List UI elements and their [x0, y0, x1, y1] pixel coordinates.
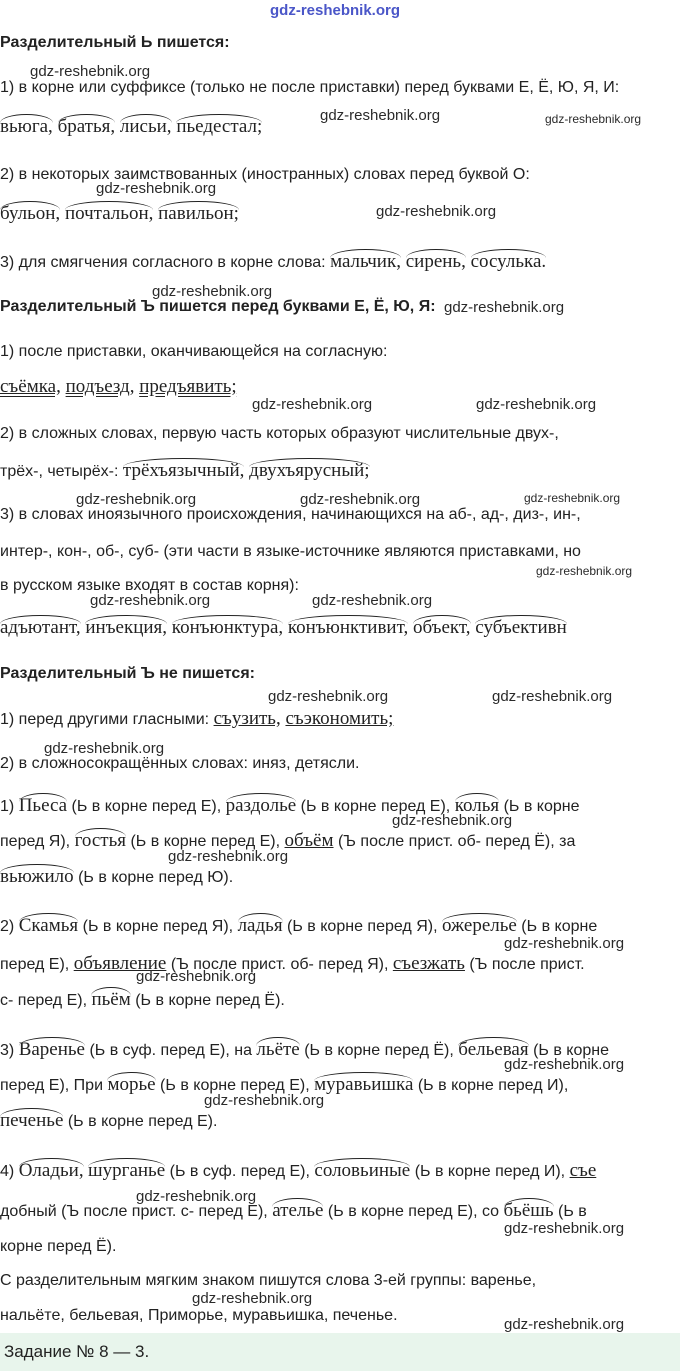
rule-6a: 3) в словах иноязычного происхождения, начинающихся на аб-, ад-, диз-, ин-, [0, 506, 581, 523]
answer-text: перед Я), [0, 833, 71, 850]
answer-word: съе [569, 1160, 597, 1181]
answer-text: (Ь в корне перед Я), [287, 918, 438, 935]
answer-word: морье [107, 1074, 156, 1095]
site-watermark: gdz-reshebnik.org [444, 299, 565, 316]
answer-number: 4) [0, 1163, 15, 1180]
rule-7 [0, 708, 393, 730]
answer-word: вьюжило [0, 866, 74, 887]
answer-word: объявление [73, 953, 167, 974]
rule-6c: в русском языке входят в состав корня): [0, 577, 299, 594]
site-watermark: gdz-reshebnik.org [136, 968, 257, 985]
answer-word: объём [284, 830, 334, 851]
task-number: Задание № 8 — 3. [4, 1342, 150, 1361]
examples-6 [0, 617, 567, 639]
example-word: сосулька. [470, 251, 547, 272]
answer-text: (Ь в корне перед И), [414, 1163, 566, 1180]
example-word: лисьи, [119, 116, 172, 137]
answer-text: перед Е), При [0, 1077, 104, 1094]
heading-hard-sign: Разделительный Ъ пишется перед буквами Е, Ё, Ю, Я: [0, 298, 436, 315]
examples-2 [0, 203, 239, 225]
site-watermark: gdz-reshebnik.org [136, 1188, 257, 1205]
answer-text: (Ь в корне перед Е), [300, 798, 451, 815]
answer-word: съезжать [392, 953, 465, 974]
example-word: бульон, [0, 203, 61, 224]
site-watermark[interactable]: gdz-reshebnik.org [270, 2, 401, 19]
site-watermark: gdz-reshebnik.org [168, 848, 289, 865]
answer-4-line-1 [0, 1160, 596, 1182]
examples-4 [0, 376, 237, 398]
site-watermark: gdz-reshebnik.org [76, 491, 197, 508]
answer-text: (Ь в корне перед Е), [71, 798, 222, 815]
answer-text: (Ъ после прист. об- перед Ё), за [337, 833, 576, 850]
answer-word: пьём [91, 989, 131, 1010]
answer-word: раздолье [225, 795, 297, 816]
answer-word: печенье [0, 1110, 64, 1131]
conclusion-line-1: С разделительным мягким знаком пишутся слова 3-ей группы: варенье, [0, 1272, 537, 1289]
example-word: объект, [412, 617, 471, 638]
site-watermark: gdz-reshebnik.org [268, 688, 389, 705]
rule-3-text: 3) для смягчения согласного в корне слова: [0, 254, 326, 271]
site-watermark: gdz-reshebnik.org [30, 63, 151, 80]
answer-text: (Ъ после прист. об- перед Я), [170, 956, 389, 973]
rule-4: 1) после приставки, оканчивающейся на согласную: [0, 343, 388, 360]
example-word: трёхъязычный, [122, 460, 245, 481]
site-watermark: gdz-reshebnik.org [90, 592, 211, 609]
answer-1-line-3 [0, 866, 233, 888]
answer-word: ателье [272, 1200, 324, 1221]
example-word: пьедестал; [176, 116, 263, 137]
answer-text: перед Е), [0, 956, 70, 973]
answer-word: ладья [237, 915, 283, 936]
rule-3 [0, 251, 546, 273]
rule-5b-text: трёх-, четырёх-: [0, 463, 119, 480]
site-watermark: gdz-reshebnik.org [376, 203, 497, 220]
site-watermark: gdz-reshebnik.org [152, 283, 273, 300]
site-watermark: gdz-reshebnik.org [536, 564, 633, 578]
answer-word: шурганье [88, 1160, 166, 1181]
answer-text: (Ь в корне перед Е), [160, 1077, 310, 1094]
answer-text: (Ь в корне перед Ё), [304, 1042, 454, 1059]
example-word: почтальон, [64, 203, 154, 224]
rule-6b: интер-, кон-, об-, суб- (эти части в языке-источнике являются приставками, но [0, 543, 581, 560]
site-watermark: gdz-reshebnik.org [320, 107, 441, 124]
example-word: братья, [57, 116, 116, 137]
answer-4-line-3: корне перед Ё). [0, 1238, 117, 1255]
rule-5b [0, 460, 370, 482]
site-watermark: gdz-reshebnik.org [504, 1220, 625, 1237]
example-word: двухъярусный; [249, 460, 370, 481]
rule-5a: 2) в сложных словах, первую часть которых образуют числительные двух-, [0, 425, 559, 442]
example-word: адъютант, [0, 617, 81, 638]
answer-word: колья [454, 795, 500, 816]
answer-2-line-2 [0, 953, 585, 975]
answer-text: (Ь в суф. перед Е), [169, 1163, 310, 1180]
site-watermark: gdz-reshebnik.org [492, 688, 613, 705]
answer-text: (Ь в суф. перед Е), на [89, 1042, 252, 1059]
example-word: конъюнктура, [171, 617, 284, 638]
example-word: съёмка, [0, 376, 61, 397]
answer-2-line-3 [0, 989, 285, 1011]
site-watermark: gdz-reshebnik.org [96, 180, 217, 197]
answer-text: (Ь в корне перед Е), со [327, 1203, 500, 1220]
example-word: мальчик, [330, 251, 401, 272]
site-watermark: gdz-reshebnik.org [504, 1056, 625, 1073]
rule-7-text: 1) перед другими гласными: [0, 711, 210, 728]
examples-1 [0, 116, 262, 138]
example-word: съэкономить; [285, 708, 394, 729]
answer-word: бельевая [458, 1039, 529, 1060]
example-word: предъявить; [139, 376, 237, 397]
conclusion-line-2: нальёте, бельевая, Приморье, муравьишка, печенье. [0, 1307, 398, 1324]
example-word: съузить, [213, 708, 281, 729]
site-watermark: gdz-reshebnik.org [504, 1316, 625, 1333]
answer-text: (Ь в корне [533, 1042, 609, 1059]
site-watermark: gdz-reshebnik.org [504, 935, 625, 952]
answer-word: бьёшь [503, 1200, 554, 1221]
site-watermark: gdz-reshebnik.org [252, 396, 373, 413]
answer-word: ожерелье [441, 915, 517, 936]
answer-text: (Ь в корне перед Ю). [78, 869, 234, 886]
answer-text: (Ь в [558, 1203, 587, 1220]
site-watermark: gdz-reshebnik.org [392, 812, 513, 829]
answer-text: с- перед Е), [0, 992, 88, 1009]
answer-number: 2) [0, 918, 15, 935]
rule-1: 1) в корне или суффиксе (только не после приставки) перед буквами Е, Ё, Ю, Я, И: [0, 79, 620, 96]
site-watermark: gdz-reshebnik.org [524, 491, 621, 505]
rule-2: 2) в некоторых заимствованных (иностранных) словах перед буквой О: [0, 166, 530, 183]
site-watermark: gdz-reshebnik.org [545, 112, 642, 126]
heading-soft-sign: Разделительный Ь пишется: [0, 34, 230, 51]
answer-text: (Ь в корне перед И), [417, 1077, 569, 1094]
answer-4-line-2 [0, 1200, 587, 1222]
answer-word: муравьишка [314, 1074, 414, 1095]
site-watermark: gdz-reshebnik.org [312, 592, 433, 609]
site-watermark: gdz-reshebnik.org [44, 740, 165, 757]
answer-text: (Ь в корне [503, 798, 580, 815]
example-word: павильон; [158, 203, 239, 224]
answer-number: 3) [0, 1042, 15, 1059]
answer-word: Оладьи, [18, 1160, 84, 1181]
example-word: сирень, [405, 251, 466, 272]
answer-number: 1) [0, 798, 15, 815]
heading-not-written: Разделительный Ъ не пишется: [0, 665, 255, 682]
answer-text: добный (Ъ после прист. с- перед Е), [0, 1203, 268, 1220]
answer-word: Пьеса [18, 795, 68, 816]
answer-text: (Ь в корне перед Я), [82, 918, 234, 935]
example-word: вьюга, [0, 116, 53, 137]
answer-text: (Ь в корне перед Е). [67, 1113, 218, 1130]
site-watermark: gdz-reshebnik.org [192, 1290, 313, 1307]
answer-text: (Ь в корне [521, 918, 598, 935]
example-word: инъекция, [85, 617, 168, 638]
answer-word: льёте [256, 1039, 300, 1060]
site-watermark: gdz-reshebnik.org [204, 1092, 325, 1109]
task-footer [0, 1333, 680, 1371]
answer-2-line-1 [0, 915, 597, 937]
answer-word: гостья [74, 830, 127, 851]
example-word: подъезд, [65, 376, 135, 397]
example-word: субъективн [475, 617, 567, 638]
example-word: конъюнктивит, [287, 617, 409, 638]
answer-3-line-3 [0, 1110, 217, 1132]
site-watermark: gdz-reshebnik.org [300, 491, 421, 508]
answer-word: Варенье [18, 1039, 85, 1060]
rule-8: 2) в сложносокращённых словах: иняз, детясли. [0, 755, 360, 772]
site-watermark: gdz-reshebnik.org [476, 396, 597, 413]
answer-text: (Ь в корне перед Ё). [135, 992, 285, 1009]
answer-text: (Ь в корне перед Е), [130, 833, 281, 850]
answer-text: (Ъ после прист. [469, 956, 585, 973]
answer-word: соловьиные [314, 1160, 411, 1181]
answer-word: Скамья [18, 915, 79, 936]
